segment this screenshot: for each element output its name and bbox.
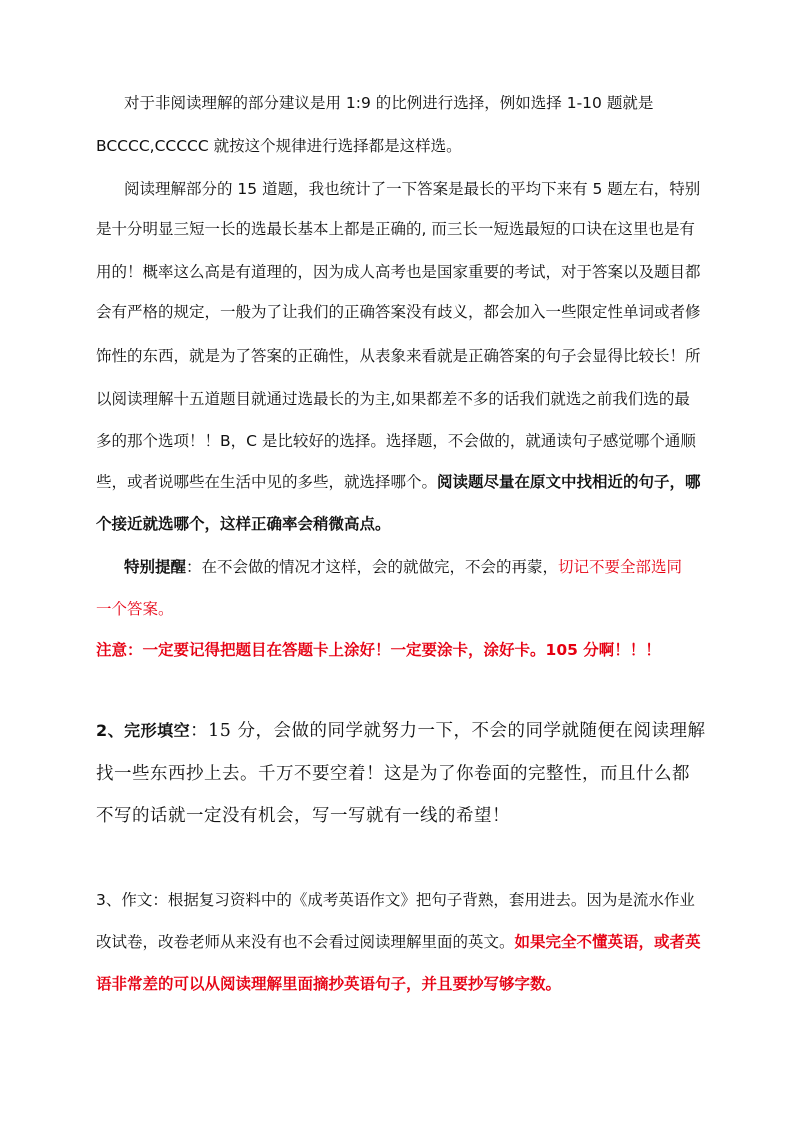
section-2-number: 2、	[96, 721, 125, 740]
paragraph-1-line-2: BCCCC,CCCCC 就按这个规律进行选择都是这样选。	[96, 137, 462, 155]
paragraph-2-line-8	[96, 471, 720, 493]
paragraph-2-line-9: 个接近就选哪个，这样正确率会稍微高点。	[96, 515, 391, 533]
paragraph-2-line-7: 多的那个选项！！B，C 是比较好的选择。选择题，不会做的，就通读句子感觉哪个通顺	[96, 432, 696, 450]
reminder-red-text: 切记不要全部选同	[558, 558, 683, 576]
reminder-label: 特别提醒	[124, 558, 187, 576]
paragraph-2-line-8-bold: 阅读题尽量在原文中找相近的句子，哪	[437, 473, 701, 491]
paragraph-2-line-4: 会有严格的规定，一般为了让我们的正确答案没有歧义，都会加入一些限定性单词或者修	[96, 303, 701, 321]
reminder-text: ：在不会做的情况才这样，会的就做完，不会的再蒙，	[186, 558, 559, 576]
paragraph-2-line-6: 以阅读理解十五道题目就通过选最长的为主,如果都差不多的话我们就选之前我们选的最	[96, 390, 690, 408]
section-2-title: 完形填空	[124, 721, 191, 740]
section-3-line-2	[96, 931, 720, 953]
section-2-line-2: 找一些东西抄上去。千万不要空着！这是为了你卷面的完整性，而且什么都	[96, 764, 690, 784]
paragraph-1-line-1: 对于非阅读理解的部分建议是用 1:9 的比例进行选择，例如选择 1-10 题就是	[124, 94, 654, 112]
paragraph-2-line-2: 是十分明显三短一长的选最长基本上都是正确的, 而三长一短选最短的口诀在这里也是有	[96, 220, 695, 238]
paragraph-2-line-8-normal: 些，或者说哪些在生活中见的多些，就选择哪个。	[96, 473, 438, 491]
paragraph-2-line-5: 饰性的东西，就是为了答案的正确性，从表象来看就是正确答案的句子会显得比较长！所	[96, 347, 701, 365]
paragraph-2-line-3: 用的！概率这么高是有道理的，因为成人高考也是国家重要的考试，对于答案以及题目都	[96, 263, 701, 281]
paragraph-2-line-1: 阅读理解部分的 15 道题，我也统计了一下答案是最长的平均下来有 5 题左右，特别	[124, 180, 701, 198]
section-3-line-2-normal: 改试卷，改卷老师从来没有也不会看过阅读理解里面的英文。	[96, 933, 515, 951]
section-3-line-1: 3、作文：根据复习资料中的《成考英语作文》把句子背熟，套用进去。因为是流水作业	[96, 891, 695, 909]
reminder-line-1	[124, 556, 720, 578]
section-3-line-3: 语非常差的可以从阅读理解里面摘抄英语句子，并且要抄写够字数。	[96, 975, 562, 993]
note-line	[96, 639, 720, 661]
section-2-text: ：15 分，会做的同学就努力一下，不会的同学就随便在阅读理解	[190, 721, 706, 741]
section-2-line-1	[96, 720, 720, 742]
note-text-1: 一定要记得把题目在答题卡上涂好！	[142, 641, 391, 659]
reminder-line-2: 一个答案。	[96, 600, 174, 618]
note-text-2: 一定要涂卡，涂好卡。105 分啊！！！	[390, 641, 661, 659]
section-2-line-3: 不写的话就一定没有机会，写一写就有一线的希望！	[96, 806, 510, 826]
section-3-line-2-red: 如果完全不懂英语，或者英	[514, 933, 701, 951]
note-label: 注意：	[96, 641, 143, 659]
